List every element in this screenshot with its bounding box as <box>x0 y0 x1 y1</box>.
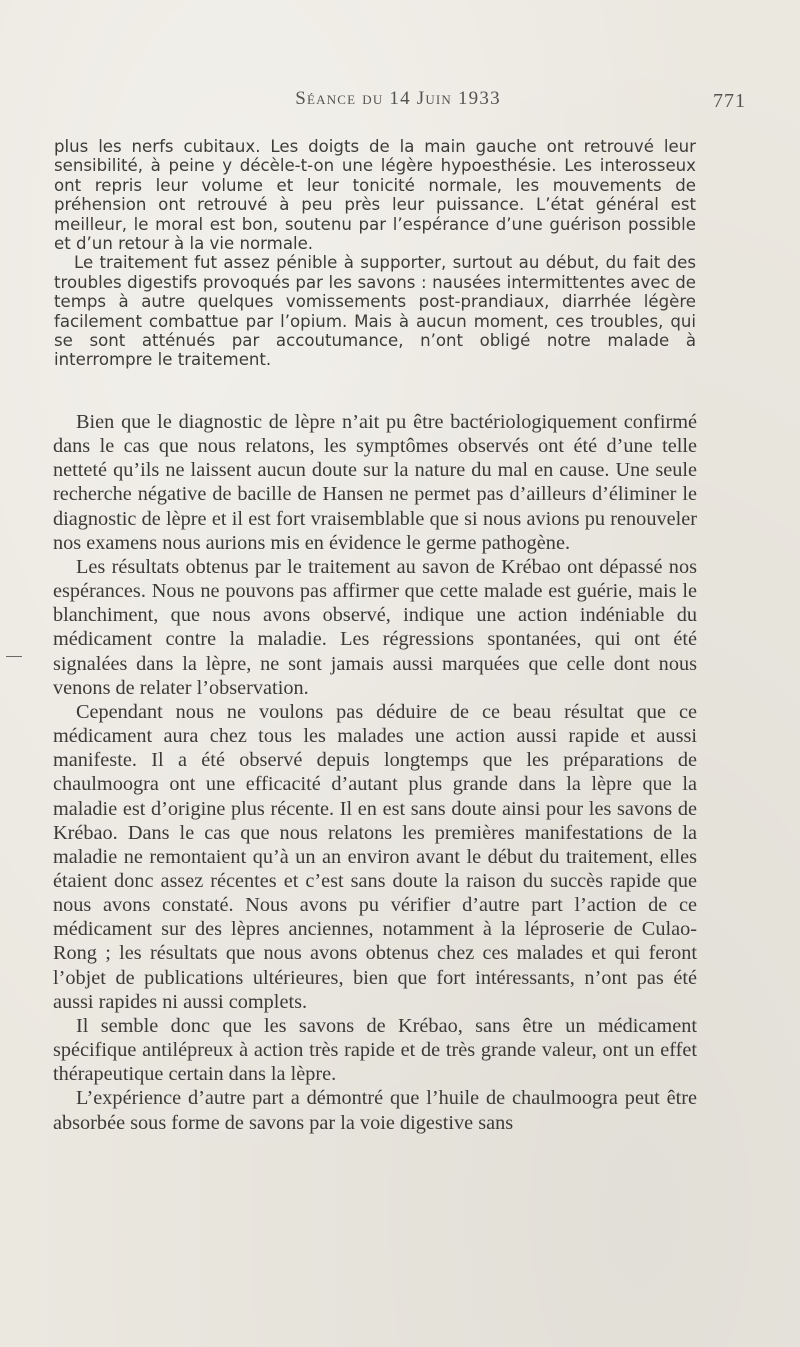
body-paragraph: Cependant nous ne voulons pas déduire de ce beau résultat que ce médicament aura chez tous les malades une action aussi rapide et aussi manifeste. Il a été observé depuis longtemps que les préparations de chaulmoogra ont une efficacité d’autant plus grande dans la lèpre que la maladie est d’origine plus récente. Il en est sans doute ainsi pour les savons de Krébao. Dans le cas que nous relatons les premières manifestations de la maladie ne remontaient qu’à un an environ avant le début du traitement, elles étaient donc assez récentes et c’est sans doute la raison du succès rapide que nous avons constaté. Nous avons pu vérifier d’autre part l’action de ce médicament sur des lèpres anciennes, notamment à la léproserie de Culao-Rong ; les résultats que nous avons obtenus chez ces malades et qui feront l’objet de publications ultérieures, bien que fort intéressants, n’ont pas été aussi rapides ni aussi complets. <box>53 700 697 1013</box>
body-paragraph: Bien que le diagnostic de lèpre n’ait pu être bactériologiquement confirmé dans le cas que nous relatons, les symptômes observés ont été d’une telle netteté qu’ils ne laissent aucun doute sur la nature du mal en cause. Une seule recherche négative de bacille de Hansen ne permet pas d’ailleurs d’éliminer le diagnostic de lèpre et il est fort vraisemblable que si nous avions pu renouveler nos examens nous aurions mis en évidence le germe pathogène. <box>53 411 697 554</box>
body-paragraph: L’expérience d’autre part a démontré que l’huile de chaulmoogra peut être absorbée sous forme de savons par la voie digestive sans <box>53 1087 697 1134</box>
body-paragraph: Il semble donc que les savons de Krébao, sans être un médicament spécifique antilépreux à action très rapide et de très grande valeur, ont un effet thérapeutique certain dans la lèpre. <box>53 1014 697 1086</box>
running-head: Séance du 14 Juin 1933 <box>295 88 501 109</box>
small-print-section <box>54 137 696 370</box>
body-paragraph: Les résultats obtenus par le traitement au savon de Krébao ont dépassé nos espérances. Nous ne pouvons pas affirmer que cette malade est guérie, mais le blanchiment, que nous avons observé, indique une action indéniable du médicament contre la maladie. Les régressions spontanées, qui ont été signalées dans la lèpre, ne sont jamais aussi marquées que celle dont nous venons de relater l’observation. <box>53 555 697 699</box>
small-paragraph: Le traitement fut assez pénible à supporter, surtout au début, du fait des troubles digestifs provoqués par les savons : nausées intermittentes avec de temps à autre quelques vomissements post-prandiaux, diarrhée légère facilement combattue par l’opium. Mais à aucun moment, ces troubles, qui se sont atténués par accoutumance, n’ont obligé notre malade à interrompre le traitement. <box>54 253 696 370</box>
small-paragraph: plus les nerfs cubitaux. Les doigts de la main gauche ont retrouvé leur sensibilité, à peine y décèle-t-on une légère hypoesthésie. Les interosseux ont repris leur volume et leur tonicité normale, les mouvements de préhension ont retrouvé à peu près leur puissance. L’état général est meilleur, le moral est bon, soutenu par l’espérance d’une guérison possible et d’un retour à la vie normale. <box>54 137 696 254</box>
page-number: 771 <box>713 90 746 112</box>
margin-mark <box>6 656 22 657</box>
main-text-section <box>53 410 697 1135</box>
page-header <box>48 88 748 124</box>
